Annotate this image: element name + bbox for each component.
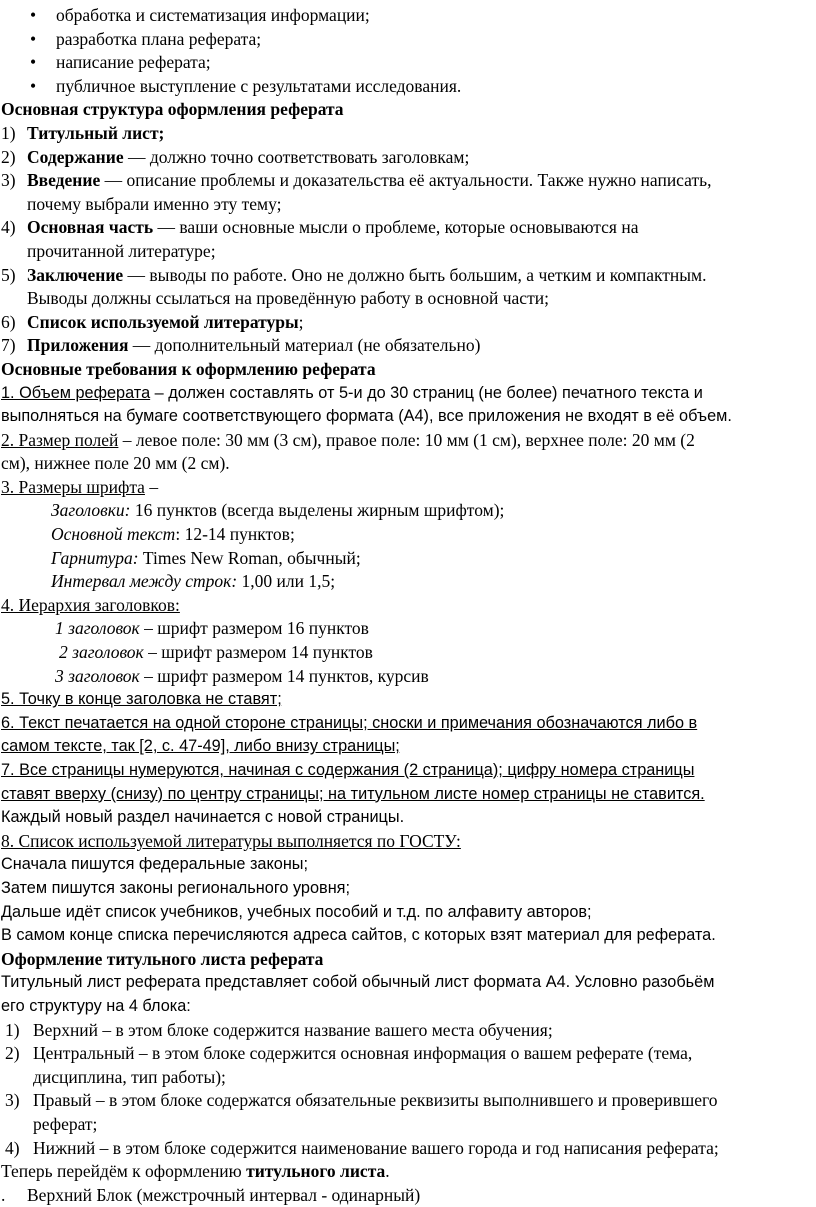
bullet-icon: • [30, 28, 37, 49]
top-block-line: . Верхний Блок (межстрочный интервал - одинарный) [1, 1184, 421, 1205]
block-item: 4) Нижний – в этом блоке содержится наименование вашего города и год написания реферата; [5, 1137, 719, 1158]
structure-item: 1) Титульный лист; [1, 122, 165, 143]
block-item: 2) Центральный – в этом блоке содержится основная информация о вашем реферате (тема, [5, 1043, 693, 1064]
requirement-one-side: 6. Текст печатается на одной стороне страницы; сноски и примечания обозначаются либо в самом тексте, так [2, с. 47-49], либо внизу страницы; [1, 713, 698, 756]
bullet-item: • публичное выступление с результатами исследования. [1, 75, 816, 99]
section-heading-structure: Основная структура оформления реферата [1, 99, 344, 120]
structure-item: 6) Список используемой литературы; [1, 311, 304, 332]
requirement-font-sizes: 3. Размеры шрифта – Заголовки: 16 пунктов (всегда выделены жирным шрифтом); Основной текст: 12-14 пунктов; Гарнитура: Times New Roman, обычный; Интервал между строк: 1,00 или 1,5; [1, 476, 505, 592]
title-page-intro: Титульный лист реферата представляет собой обычный лист формата А4. Условно разобьём его структуру на 4 блока: [1, 973, 715, 1015]
bullet-list [1, 4, 816, 98]
structure-item-continuation: почему выбрали именно эту тему; [27, 193, 282, 214]
structure-item: 4) Основная часть — ваши основные мысли о проблеме, которые основываются на [1, 217, 639, 238]
requirement-page-numbering: 7. Все страницы нумеруются, начиная с содержания (2 страница); цифру номера страницы ставят вверху (снизу) по центру страницы; на титульном листе номер страницы не ставится. Каждый новый раздел начинается с новой страницы. [1, 761, 705, 827]
title-page-next-step: Теперь перейдём к оформлению титульного листа. [1, 1161, 390, 1182]
structure-item: 5) Заключение — выводы по работе. Оно не должно быть большим, а четким и компактным. [1, 264, 707, 285]
block-item-continuation: реферат; [33, 1113, 98, 1134]
section-heading-title-page: Оформление титульного листа реферата [1, 948, 324, 969]
requirement-no-period: 5. Точку в конце заголовка не ставят; [1, 690, 282, 709]
block-item: 1) Верхний – в этом блоке содержится название вашего места обучения; [5, 1019, 553, 1040]
requirement-margins: 2. Размер полей – левое поле: 30 мм (3 см), правое поле: 10 мм (1 см), верхнее поле: 20 мм (2 см), нижнее поле 20 мм (2 см). [1, 429, 695, 474]
structure-item-continuation: Выводы должны ссылаться на проведённую работу в основной части; [27, 288, 549, 309]
requirement-heading-hierarchy: 4. Иерархия заголовков: 1 заголовок – шрифт размером 16 пунктов 2 заголовок – шрифт размером 14 пунктов 3 заголовок – шрифт размером 14 пунктов, курсив [1, 594, 429, 686]
requirement-bibliography: 8. Список используемой литературы выполняется по ГОСТУ: Сначала пишутся федеральные законы; Затем пишутся законы регионального уровня; Дальше идёт список учебников, учебных пособий и т.д. по алфавиту авторов; В самом конце списка перечисляются адреса сайтов, с которых взят материал для реферата. [1, 830, 716, 945]
bullet-icon: • [30, 75, 37, 96]
bullet-item: • написание реферата; [1, 51, 816, 75]
bullet-item: • разработка плана реферата; [1, 28, 816, 52]
title-page-blocks-list [1, 1019, 816, 1161]
requirement-volume: 1. Объем реферата – должен составлять от 5-и до 30 страниц (не более) печатного текста и выполняться на бумаге соответствующего формата (А4), все приложения не входят в её объем. [1, 383, 732, 426]
structure-list [1, 122, 816, 358]
section-heading-requirements: Основные требования к оформлению реферата [1, 358, 376, 379]
structure-item: 7) Приложения — дополнительный материал (не обязательно) [1, 335, 481, 356]
structure-item: 3) Введение — описание проблемы и доказательства её актуальности. Также нужно написать, [1, 170, 712, 191]
structure-item-continuation: прочитанной литературе; [27, 240, 216, 261]
bullet-icon: • [30, 52, 37, 73]
block-item: 3) Правый – в этом блоке содержатся обязательные реквизиты выполнившего и проверившего [5, 1090, 718, 1111]
bullet-item: • обработка и систематизация информации; [1, 4, 816, 28]
structure-item: 2) Содержание — должно точно соответствовать заголовкам; [1, 146, 470, 167]
block-item-continuation: дисциплина, тип работы); [33, 1066, 226, 1087]
bullet-icon: • [30, 5, 37, 25]
